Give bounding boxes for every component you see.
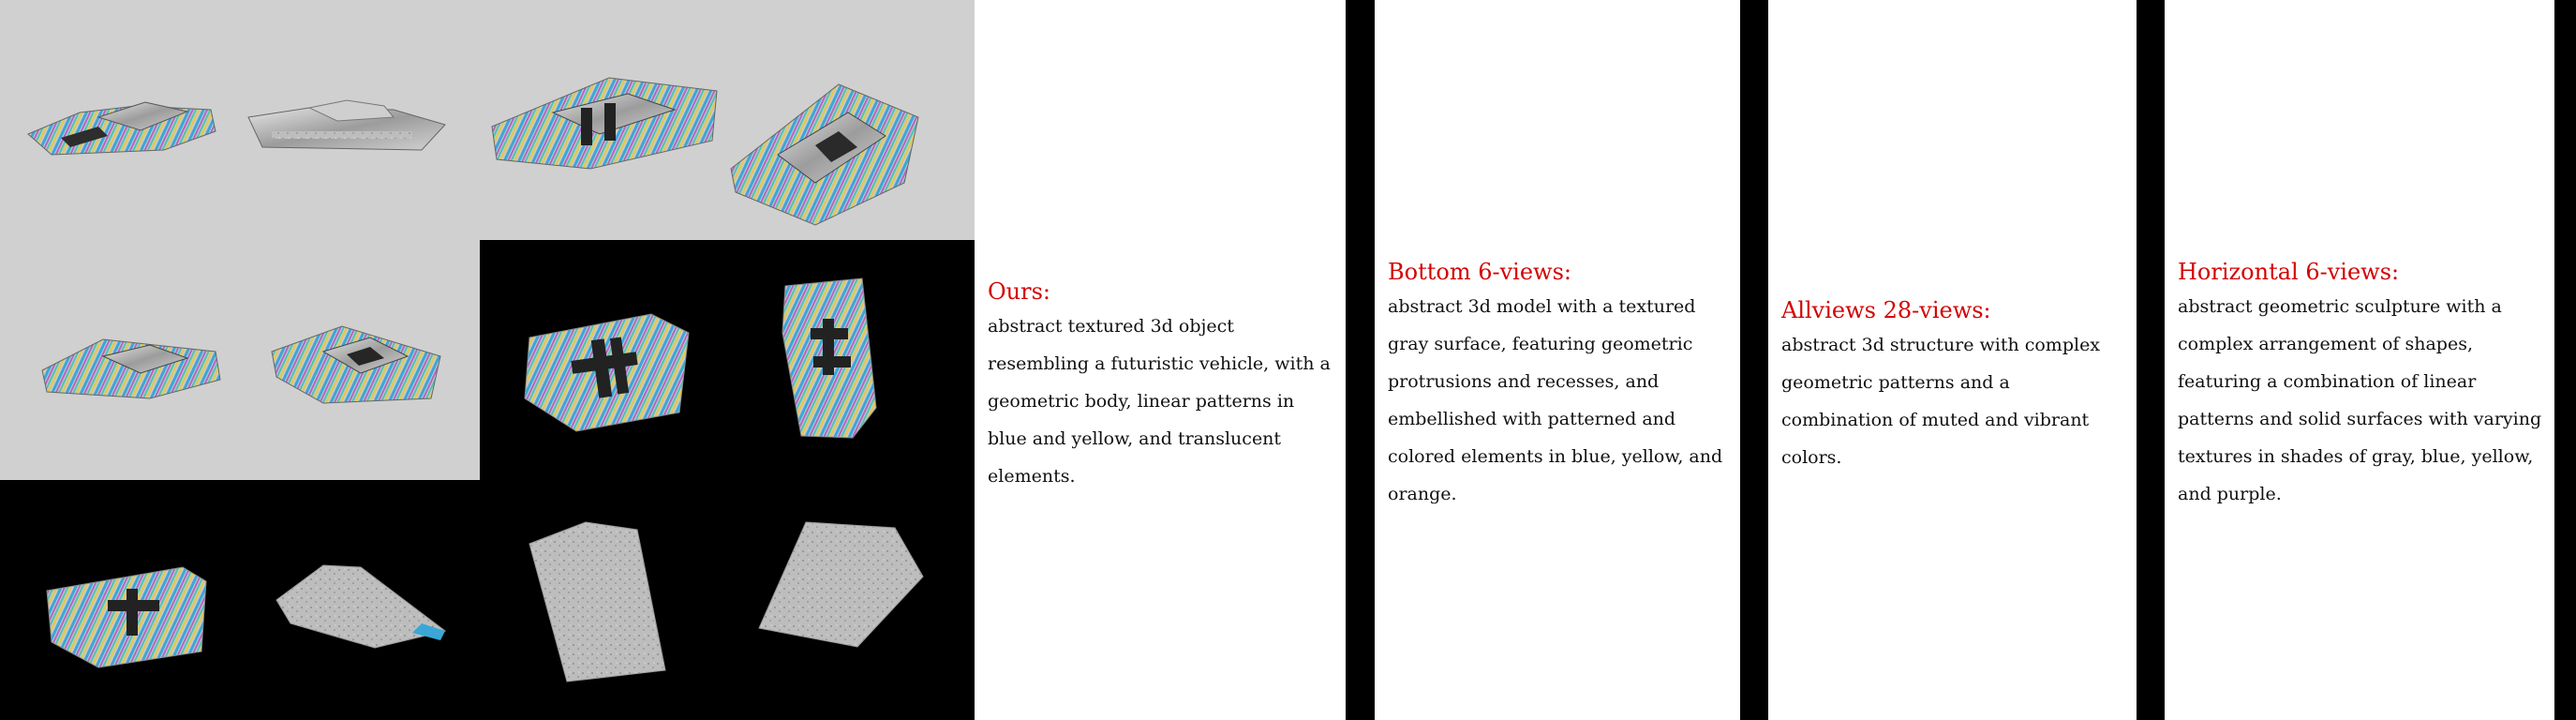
render-view-top-4: [726, 80, 923, 230]
render-view-mid-1: [37, 328, 225, 403]
render-view-mid-3: [520, 309, 693, 436]
render-view-bot-3: [525, 520, 675, 684]
caption-column-allviews-28-views: [1768, 0, 2137, 720]
caption-column-bottom-6-views: [1375, 0, 1740, 720]
caption-text: abstract 3d model with a textured gray surface, featuring geometric protrusions and recesses, and embellished with patterned and colored elements in blue, yellow, and orange.: [1388, 296, 1723, 504]
caption-column-ours: [975, 0, 1346, 720]
render-view-bot-2: [272, 558, 450, 652]
render-view-top-2: [244, 98, 450, 159]
render-view-top-3: [487, 70, 722, 173]
render-view-bot-4: [754, 520, 928, 652]
caption-title: Horizontal 6-views:: [2178, 259, 2400, 285]
caption-column-horizontal-6-views: [2165, 0, 2554, 720]
caption-text: abstract geometric sculpture with a complex arrangement of shapes, featuring a combination of linear patterns and solid surfaces with varying textures in shades of gray, blue, yellow, and purple.: [2178, 296, 2542, 504]
render-view-mid-4: [778, 277, 881, 441]
caption-title: Bottom 6-views:: [1388, 259, 1571, 285]
caption-text: abstract 3d structure with complex geometric patterns and a combination of muted and vibrant colors.: [1781, 335, 2101, 468]
render-mosaic: [0, 0, 975, 720]
caption-title: Ours:: [988, 278, 1051, 305]
render-view-top-1: [23, 89, 220, 159]
render-view-mid-2: [267, 319, 445, 408]
caption-text: abstract textured 3d object resembling a futuristic vehicle, with a geometric body, linear patterns in blue and yellow, and translucent elements.: [988, 316, 1331, 487]
caption-title: Allviews 28-views:: [1781, 297, 1991, 323]
render-view-bot-1: [42, 562, 211, 670]
